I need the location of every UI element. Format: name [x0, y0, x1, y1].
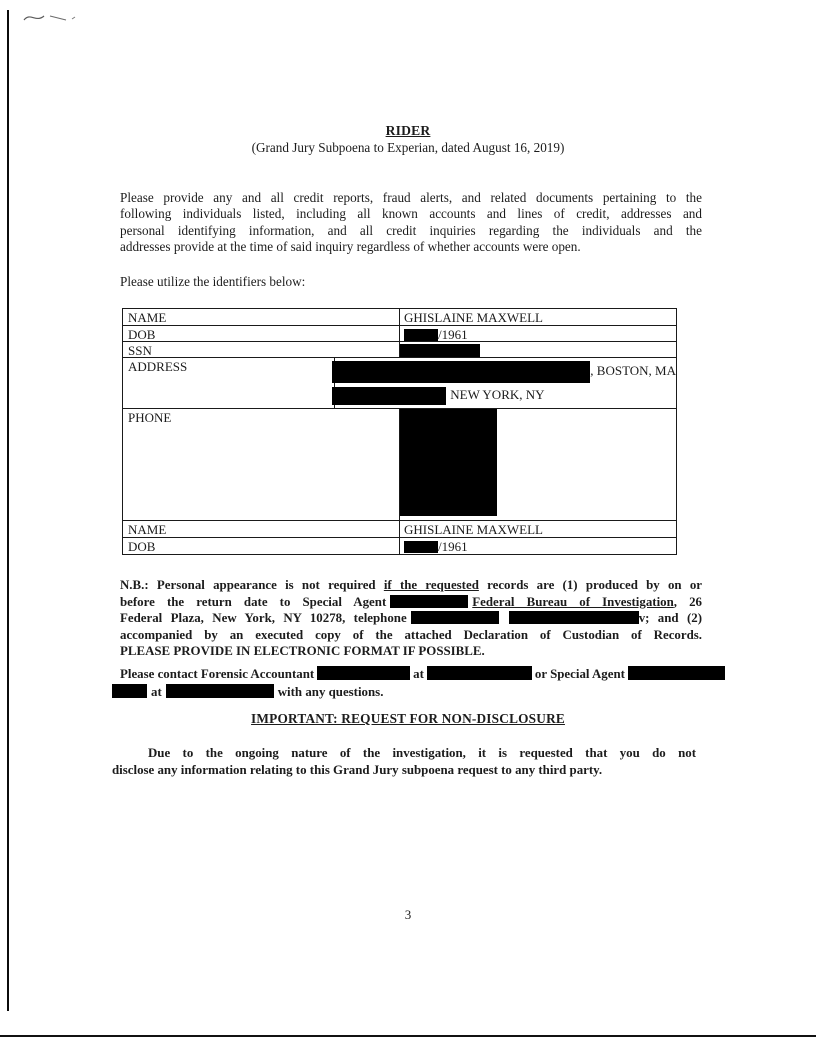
contact-text: with any questions.: [277, 684, 384, 699]
redaction-box: [404, 541, 438, 553]
redaction-box: [332, 361, 590, 383]
row-label: DOB: [123, 538, 400, 554]
doc-subtitle: (Grand Jury Subpoena to Experian, dated August 16, 2019): [251, 140, 565, 155]
intro-line: personal identifying information, and all credit inquiries regarding the individuals and the: [120, 222, 702, 238]
address-line-2: [335, 384, 676, 406]
scan-mark: [20, 7, 110, 31]
redaction-box: [317, 666, 410, 680]
nb-underlined-text: if the requested: [383, 578, 479, 592]
intro-line: addresses provide at the time of said inquiry regardless of whether accounts were open.: [120, 238, 581, 254]
contact-text: Please contact Forensic Accountant: [120, 667, 315, 681]
scan-edge-left-line: [7, 10, 9, 1011]
contact-line-1: [120, 666, 725, 684]
nb-line-3: [120, 610, 702, 627]
row-value: [400, 342, 676, 357]
redaction-box: [427, 666, 532, 680]
nb-line-1: [120, 577, 702, 594]
contact-paragraph: [120, 666, 725, 701]
contact-text: at: [151, 684, 162, 699]
redaction-box: [509, 611, 639, 624]
redaction-box: [400, 344, 480, 357]
page-number: 3: [404, 907, 412, 922]
row-label: PHONE: [123, 409, 400, 520]
nb-line-2: [120, 594, 702, 611]
row-label: SSN: [123, 342, 400, 357]
nondisclosure-heading: IMPORTANT: REQUEST FOR NON-DISCLOSURE: [251, 711, 565, 726]
nb-text: records are (1) produced by on or: [478, 578, 703, 592]
row-value: [335, 358, 676, 408]
row-label: NAME: [123, 521, 400, 537]
nb-text: , 26: [673, 594, 703, 609]
redaction-box: [404, 329, 438, 341]
table-row-ssn: [123, 342, 676, 358]
redaction-box: [112, 684, 147, 698]
table-row-address: [123, 358, 676, 409]
redaction-box: [332, 387, 446, 405]
row-label: ADDRESS: [123, 358, 335, 408]
table-row-name-1: [123, 309, 676, 326]
address-visible-1: , BOSTON, MA: [590, 363, 676, 378]
contact-text: or Special Agent: [534, 667, 625, 681]
nb-text: N.B.: Personal appearance is not required: [120, 578, 384, 592]
intro-line: Please provide any and all credit reports, fraud alerts, and related documents pertaining to the: [120, 190, 702, 205]
nondisclosure-line: Due to the ongoing nature of the investigation, it is requested that you do not: [148, 746, 696, 760]
intro-paragraph: [120, 190, 702, 255]
table-row-dob-1: [123, 326, 676, 342]
nb-line-4: accompanied by an executed copy of the attached Declaration of Custodian of Records.: [120, 627, 702, 642]
nb-text: before the return date to Special Agent: [120, 594, 387, 609]
dob-visible-value: /1961: [438, 539, 468, 554]
contact-line-2: [112, 684, 725, 702]
nondisclosure-line: disclose any information relating to this Grand Jury subpoena request to any third party.: [112, 763, 603, 777]
row-label: DOB: [123, 326, 400, 341]
nb-paragraph: [120, 577, 702, 660]
scan-edge-bottom-line: [0, 1035, 816, 1037]
row-value: [400, 409, 676, 520]
address-visible-2: NEW YORK, NY: [450, 387, 545, 402]
redaction-box: [628, 666, 725, 680]
dob-visible-value: /1961: [438, 327, 468, 342]
identifiers-lead: Please utilize the identifiers below:: [120, 274, 306, 289]
table-row-phone: [123, 409, 676, 521]
doc-title: RIDER: [385, 123, 431, 138]
row-value: [400, 326, 676, 341]
nb-line-5: PLEASE PROVIDE IN ELECTRONIC FORMAT IF POSSIBLE.: [120, 644, 485, 659]
table-row-name-2: [123, 521, 676, 538]
nondisclosure-paragraph: [112, 745, 696, 779]
nb-text: v; and (2): [638, 611, 702, 626]
nb-underlined-text: Federal Bureau of Investigation: [472, 594, 674, 609]
table-row-dob-2: [123, 538, 676, 554]
row-value: [400, 538, 676, 554]
contact-text: at: [413, 667, 424, 681]
redaction-box: [166, 684, 274, 698]
row-value: GHISLAINE MAXWELL: [404, 522, 544, 537]
row-label: NAME: [123, 309, 400, 325]
nb-text: Federal Plaza, New York, NY 10278, telephone: [120, 611, 407, 626]
intro-line: following individuals listed, including all known accounts and lines of credit, addresses and: [120, 206, 702, 222]
redaction-box: [411, 611, 499, 624]
redaction-box: [390, 595, 468, 608]
address-line-1: [335, 358, 676, 384]
identifier-table: [122, 308, 677, 555]
redaction-box: [400, 409, 497, 516]
row-value: GHISLAINE MAXWELL: [404, 310, 544, 325]
